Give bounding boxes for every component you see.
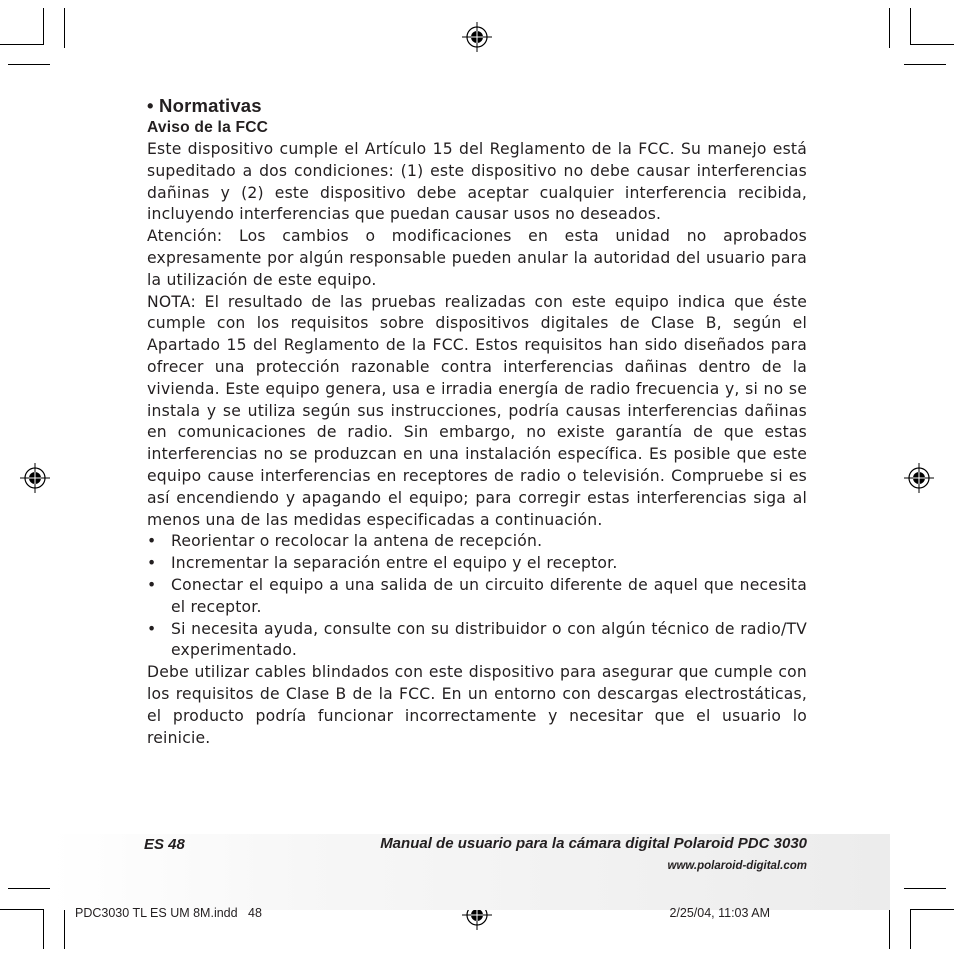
manual-title: Manual de usuario para la cámara digital Polaroid PDC 3030 xyxy=(380,835,807,852)
bullet-icon: • xyxy=(147,619,157,638)
list-item xyxy=(147,531,807,553)
section-subheading: Aviso de la FCC xyxy=(147,119,269,136)
list-item-text: Incrementar la separación entre el equipo y el receptor. xyxy=(171,554,618,573)
paragraph: Debe utilizar cables blindados con este dispositivo para asegurar que cumple con los requisitos de Clase B de la FCC. En un entorno con descargas electrostáticas, el producto podría funcionar incorrectamente y necesitar que el usuario lo reinicie. xyxy=(147,663,807,747)
print-slug-file: PDC3030 TL ES UM 8M.indd 48 xyxy=(75,906,262,920)
bullet-list xyxy=(147,531,807,662)
paragraph: NOTA: El resultado de las pruebas realizadas con este equipo indica que éste cumple con los requisitos sobre dispositivos digitales de Clase B, según el Apartado 15 del Reglamento de la FCC. Estos requisitos han sido diseñados para ofrecer una protección razonable contra interferencias dañinas dentro de la vivienda. Este equipo genera, usa e irradia energía de radio frecuencia y, si no se instala y se utiliza según sus instrucciones, podría causas interferencias dañinas en comunicaciones de radio. Sin embargo, no existe garantía de que estas interferencias no se produzcan en una instalación específica. Es posible que este equipo cause interferencias en receptores de radio o televisión. Compruebe si es así encendiendo y apagando el equipo; para corregir estas interferencias siga al menos una de las medidas especificadas a continuación. xyxy=(147,292,807,529)
crop-mark-bottom-left-v2 xyxy=(64,906,65,949)
paragraph: Atención: Los cambios o modificaciones en esta unidad no aprobados expresamente por algún responsable pueden anular la autoridad del usuario para la utilización de este equipo. xyxy=(147,227,807,289)
crop-mark-bottom-left-v xyxy=(43,909,44,949)
crop-mark-top-left-h2 xyxy=(8,64,50,65)
list-item xyxy=(147,619,807,663)
print-slug-date: 2/25/04, 11:03 AM xyxy=(669,906,770,920)
crop-mark-bottom-right-h xyxy=(904,888,946,889)
page-number: ES 48 xyxy=(144,836,185,853)
website-link: www.polaroid-digital.com xyxy=(667,860,807,872)
crop-mark-top-right-v2 xyxy=(889,8,890,48)
registration-mark-icon xyxy=(20,463,50,493)
crop-mark-top-left-v2 xyxy=(64,8,65,48)
list-item-text: Reorientar o recolocar la antena de recepción. xyxy=(171,532,543,551)
bullet-icon: • xyxy=(147,532,157,551)
fcc-regulations-section xyxy=(147,94,807,749)
crop-mark-bottom-right-v xyxy=(910,909,911,949)
crop-mark-bottom-right-h2 xyxy=(910,909,954,910)
list-item-text: Si necesita ayuda, consulte con su distribuidor o con algún técnico de radio/TV experimentado. xyxy=(171,619,807,660)
crop-mark-bottom-left-h2 xyxy=(0,909,44,910)
crop-mark-top-left-h xyxy=(0,44,44,45)
crop-mark-top-left-v xyxy=(43,8,44,45)
crop-mark-bottom-left-h xyxy=(8,888,50,889)
bullet-icon: • xyxy=(147,575,157,594)
registration-mark-icon xyxy=(904,463,934,493)
crop-mark-bottom-right-v2 xyxy=(889,906,890,949)
crop-mark-top-right-h2 xyxy=(904,64,946,65)
registration-mark-icon xyxy=(462,22,492,52)
bullet-icon: • xyxy=(147,554,157,573)
crop-mark-top-right-v xyxy=(910,8,911,45)
section-heading: • Normativas xyxy=(147,95,262,116)
crop-mark-top-right-h xyxy=(910,44,954,45)
paragraph: Este dispositivo cumple el Artículo 15 del Reglamento de la FCC. Su manejo está supeditado a dos condiciones: (1) este dispositivo no debe causar interferencias dañinas y (2) este dispositivo debe aceptar cualquier interferencia recibida, incluyendo interferencias que puedan causar usos no deseados. xyxy=(147,140,807,224)
list-item xyxy=(147,575,807,619)
list-item xyxy=(147,553,807,575)
list-item-text: Conectar el equipo a una salida de un circuito diferente de aquel que necesita el receptor. xyxy=(171,575,807,616)
